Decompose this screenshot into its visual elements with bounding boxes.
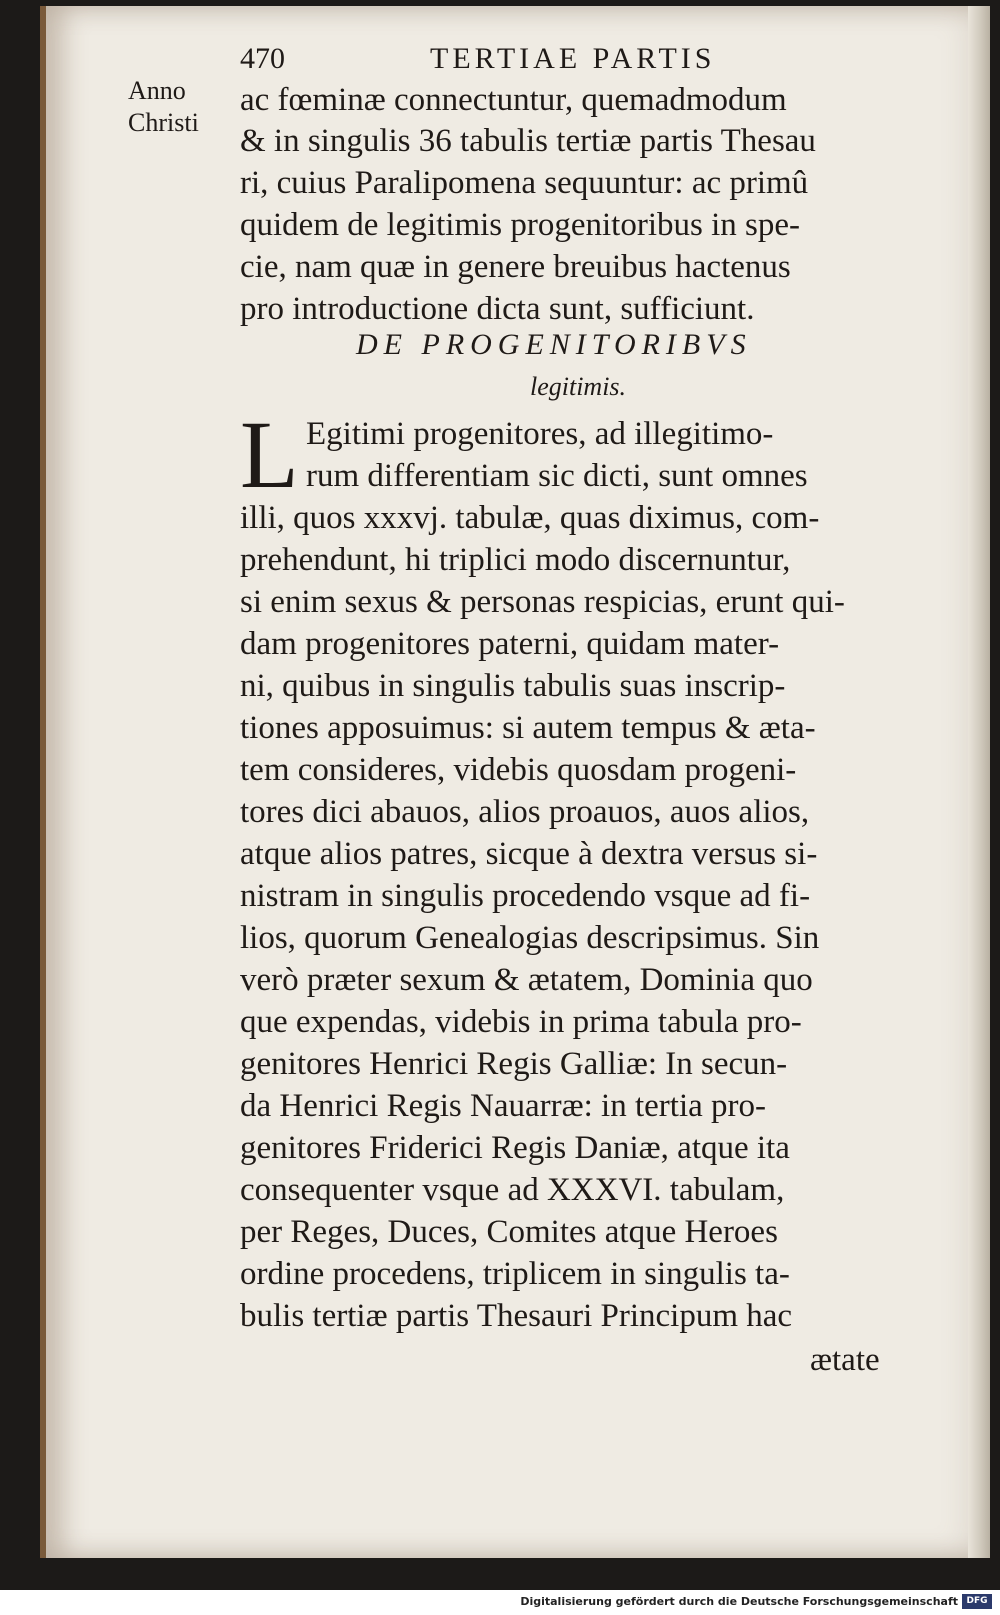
catchword: ætate (810, 1342, 880, 1378)
body-line: rum differentiam sic dicti, sunt omnes (306, 458, 808, 494)
body-line: prehendunt, hi triplici modo discernuntur, (240, 542, 791, 578)
intro-line: ac fœminæ connectuntur, quemadmodum (240, 82, 787, 118)
body-line: lios, quorum Genealogias descripsimus. Sin (240, 920, 820, 956)
running-head: TERTIAE PARTIS (430, 42, 716, 75)
body-line: tores dici abauos, alios proauos, auos alios, (240, 794, 810, 830)
footer-bar (0, 1590, 1000, 1615)
body-line: genitores Friderici Regis Daniæ, atque ita (240, 1130, 790, 1166)
page-number: 470 (240, 42, 285, 75)
body-line: atque alios patres, sicque à dextra versus si- (240, 836, 818, 872)
intro-line: cie, nam quæ in genere breuibus hactenus (240, 249, 791, 285)
body-line: per Reges, Duces, Comites atque Heroes (240, 1214, 778, 1250)
body-line: Egitimi progenitores, ad illegitimo- (306, 416, 774, 452)
body-line: verò præter sexum & ætatem, Dominia quo (240, 962, 813, 998)
dfg-logo: DFG (962, 1594, 992, 1609)
intro-line: ri, cuius Paralipomena sequuntur: ac primû (240, 165, 809, 201)
page-gutter (968, 6, 990, 1558)
body-line: bulis tertiæ partis Thesauri Principum hac (240, 1298, 793, 1334)
margin-note-anno: Anno (128, 76, 186, 105)
body-line: genitores Henrici Regis Galliæ: In secun- (240, 1046, 788, 1082)
body-line: da Henrici Regis Nauarræ: in tertia pro- (240, 1088, 766, 1124)
body-line: nistram in singulis procedendo vsque ad fi- (240, 878, 811, 914)
intro-line: & in singulis 36 tabulis tertiæ partis Thesau (240, 123, 816, 159)
body-line: si enim sexus & personas respicias, erunt qui- (240, 584, 845, 620)
intro-line: pro introductione dicta sunt, sufficiunt. (240, 291, 755, 327)
section-subheading: legitimis. (530, 372, 627, 401)
body-line: que expendas, videbis in prima tabula pro- (240, 1004, 802, 1040)
page-header (240, 42, 840, 82)
body-line: dam progenitores paterni, quidam mater- (240, 626, 780, 662)
intro-line: quidem de legitimis progenitoribus in spe- (240, 207, 801, 243)
body-line: ordine procedens, triplicem in singulis ta- (240, 1256, 790, 1292)
body-line: consequenter vsque ad XXXVI. tabulam, (240, 1172, 785, 1208)
body-line: tiones apposuimus: si autem tempus & æta- (240, 710, 816, 746)
body-line: illi, quos xxxvj. tabulæ, quas diximus, com- (240, 500, 820, 536)
drop-cap: L (240, 401, 299, 508)
footer-credit: Digitalisierung gefördert durch die Deutsche Forschungsgemeinschaft (520, 1595, 958, 1608)
margin-note-christi: Christi (128, 108, 199, 137)
body-line: tem consideres, videbis quosdam progeni- (240, 752, 797, 788)
section-heading: DE PROGENITORIBVS (356, 328, 752, 361)
body-line: ni, quibus in singulis tabulis suas inscrip- (240, 668, 786, 704)
